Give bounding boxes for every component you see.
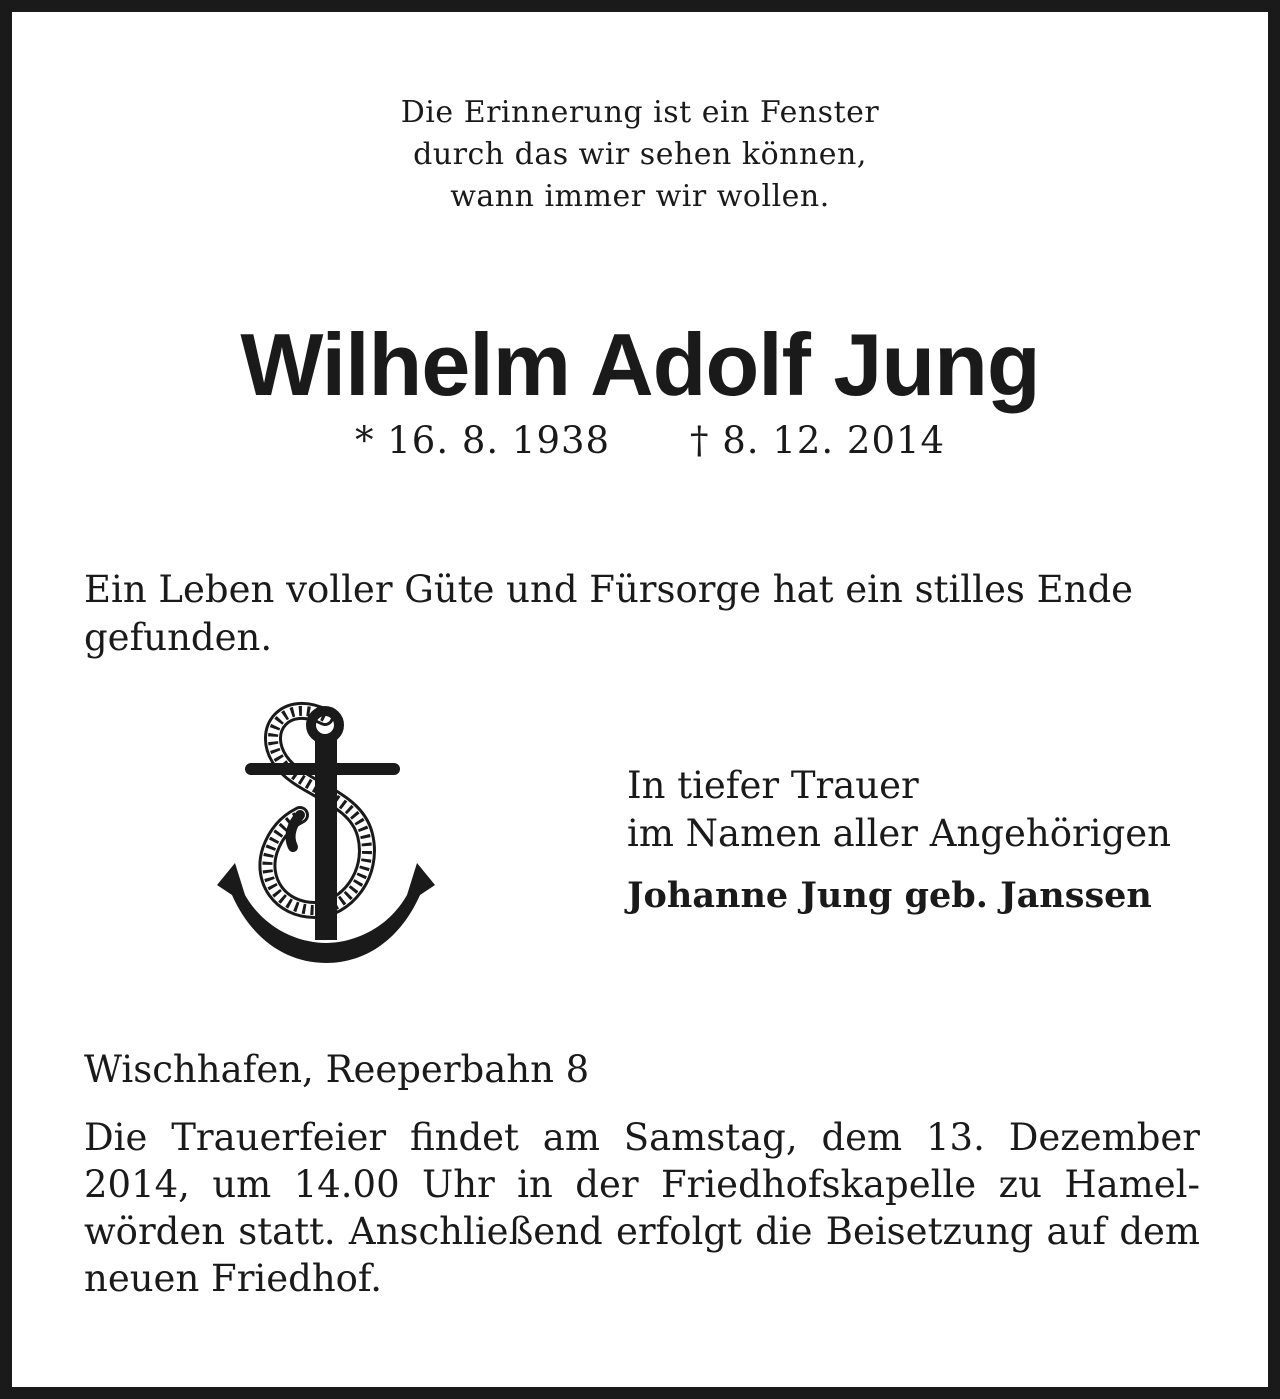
signature-line-1: In tiefer Trauer — [627, 764, 919, 807]
address: Wischhafen, Reeperbahn 8 — [84, 1048, 590, 1091]
poem-line-3: wann immer wir wollen. — [450, 179, 830, 214]
death-date: † 8. 12. 2014 — [690, 419, 946, 462]
ceremony-details: Die Trauerfeier findet am Samstag, dem 13. Dezember 2014, um 14.00 Uhr in der Friedhofskapelle zu Hamel-wörden statt. Anschließend erfolgt die Beisetzung auf dem neuen Friedhof. — [84, 1116, 1200, 1300]
poem-line-1: Die Erinnerung ist ein Fenster — [400, 95, 880, 130]
memorial-poem — [0, 92, 1280, 218]
poem-line-2: durch das wir sehen können, — [413, 137, 867, 172]
intro-text: Ein Leben voller Güte und Fürsorge hat ein stilles Ende gefunden. — [84, 568, 1134, 659]
signature-line-2: im Namen aller Angehörigen — [627, 812, 1171, 855]
signature-block — [627, 762, 1171, 920]
signer-name: Johanne Jung geb. Janssen — [627, 875, 1152, 916]
anchor-with-rope-icon — [205, 695, 445, 970]
birth-date: * 16. 8. 1938 — [355, 419, 611, 462]
deceased-name: Wilhelm Adolf Jung — [240, 315, 1040, 414]
